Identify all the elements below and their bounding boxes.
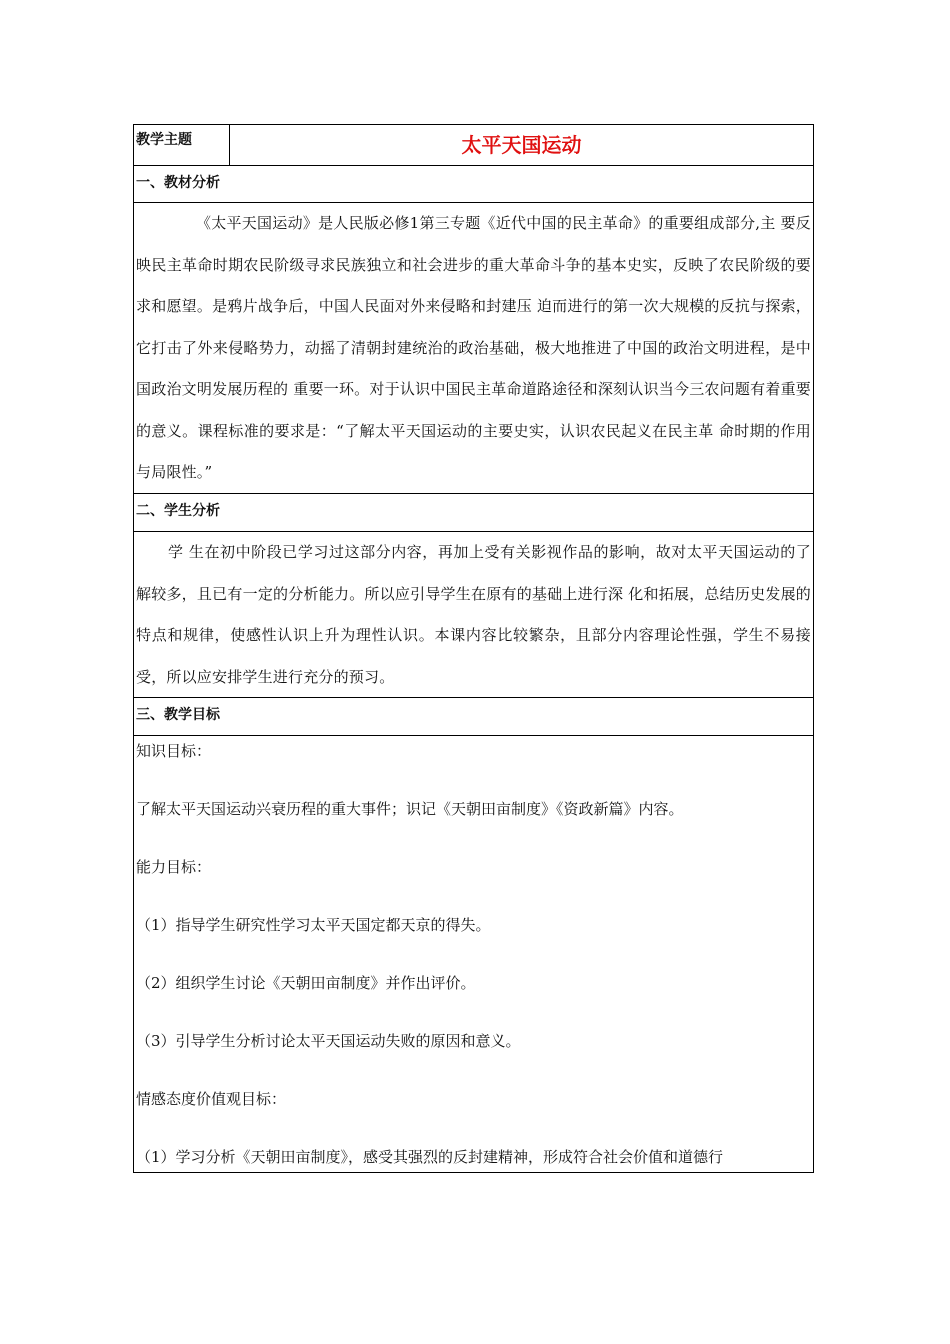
material-paragraph: 《太平天国运动》是人民版必修1第三专题《近代中国的民主革命》的重要组成部分,主 要反映民主革命时期农民阶级寻求民族独立和社会进步的重大革命斗争的基本史实，反映了农民阶级的要求和愿望。是鸦片战争后，中国人民面对外来侵略和封建压 迫而进行的第一次大规模的反抗与探索，它打击了外来侵略势力，动摇了清朝封建统治的政治基础，极大地推进了中国的政治文明进程，是中国政治文明发展历程的 重要一环。对于认识中国民主革命道路途径和深刻认识当今三农问题有着重要的意义。课程标准的要求是：“了解太平天国运动的主要史实，认识农民起义在民主革 命时期的作用与局限性。”	[136, 214, 811, 481]
material-body-row	[134, 203, 813, 494]
objective-line: （1）学习分析《天朝田亩制度》，感受其强烈的反封建精神，形成符合社会价值和道德行	[136, 1148, 724, 1166]
lesson-title: 太平天国运动	[461, 133, 582, 157]
material-heading-row	[134, 166, 813, 202]
objective-line: （1）指导学生研究性学习太平天国定都天京的得失。	[136, 916, 491, 934]
students-heading: 二、学生分析	[136, 503, 220, 519]
objective-line: 知识目标：	[136, 742, 212, 760]
objective-line: 了解太平天国运动兴衰历程的重大事件；识记《天朝田亩制度》《资政新篇》内容。	[136, 800, 684, 818]
students-body-row	[134, 532, 813, 698]
objective-line: （3）引导学生分析讨论太平天国运动失败的原因和意义。	[136, 1032, 521, 1050]
title-row	[134, 125, 813, 165]
topic-label: 教学主题	[134, 125, 230, 165]
objective-line: 能力目标：	[136, 858, 212, 876]
material-heading: 一、教材分析	[136, 175, 220, 191]
students-heading-row	[134, 494, 813, 530]
objective-line: （2）组织学生讨论《天朝田亩制度》并作出评价。	[136, 974, 476, 992]
lesson-plan-table	[133, 124, 814, 1173]
objectives-heading: 三、教学目标	[136, 707, 220, 723]
students-paragraph: 学 生在初中阶段已学习过这部分内容，再加上受有关影视作品的影响，故对太平天国运动的了解较多，且已有一定的分析能力。所以应引导学生在原有的基础上进行深 化和拓展，总结历史发展的特点和规律，使感性认识上升为理性认识。本课内容比较繁杂，且部分内容理论性强，学生不易接受，所以应安排学生进行充分的预习。	[136, 543, 811, 686]
objectives-body	[134, 722, 813, 1173]
objective-line: 情感态度价值观目标：	[136, 1090, 287, 1108]
